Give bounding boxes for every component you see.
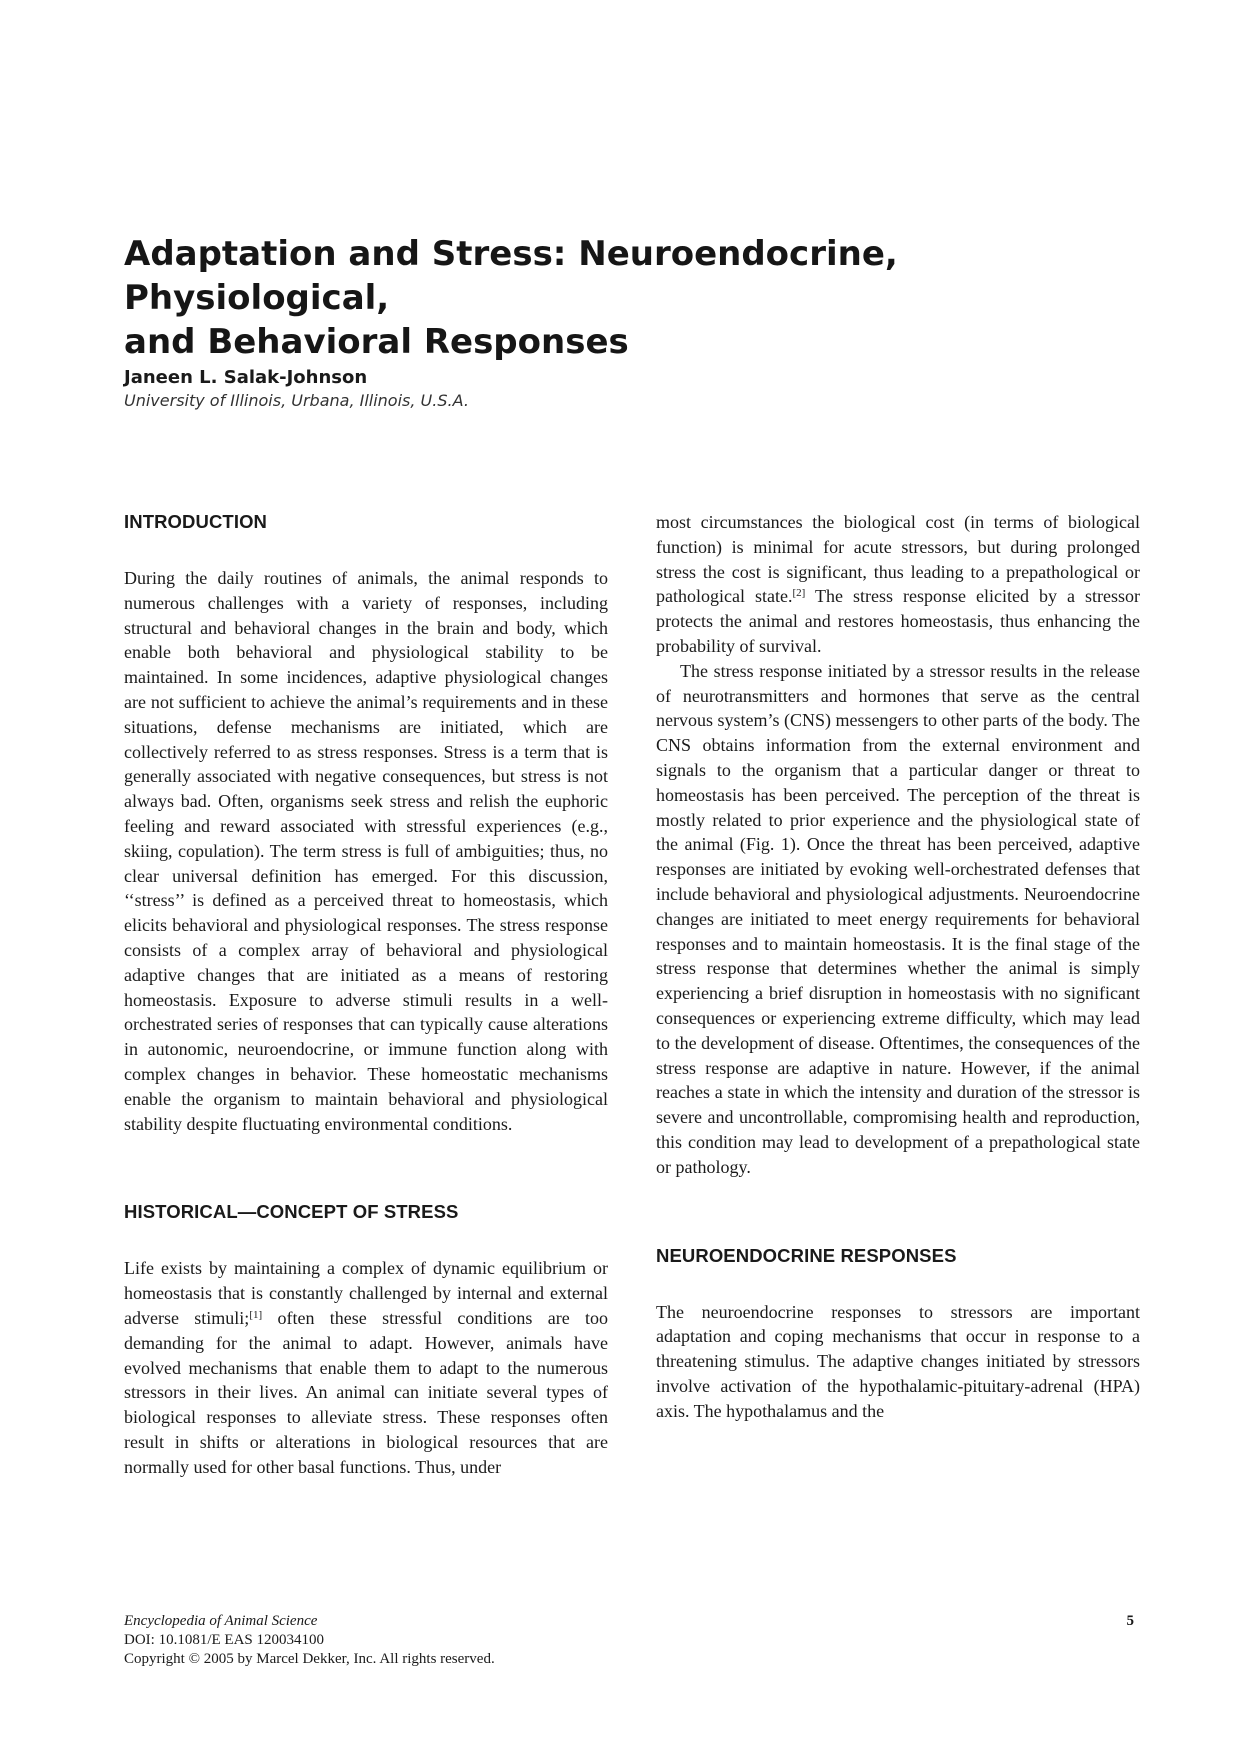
section-heading-historical: HISTORICAL—CONCEPT OF STRESS [124, 1201, 459, 1223]
historical-paragraph-1-start [124, 1256, 608, 1479]
section-heading-neuroendocrine: NEUROENDOCRINE RESPONSES [656, 1244, 957, 1266]
introduction-paragraph: During the daily routines of animals, the animal responds to numerous challenges with a variety of responses, including structural and behavioral changes in the brain and body, which enable both behavioral and physiological stability to be maintained. In some incidences, adaptive physiological changes are not sufficient to achieve the animal’s requirements and in these situations, defense mechanisms are initiated, which are collectively referred to as stress responses. Stress is a term that is generally associated with negative consequences, but stress is not always bad. Often, organisms seek stress and relish the euphoric feeling and reward associated with stressful experiences (e.g., skiing, copulation). The term stress is full of ambiguities; thus, no clear universal definition has emerged. For this discussion, ‘‘stress’’ is defined as a perceived threat to homeostasis, which elicits behavioral and physiological responses. The stress response consists of a complex array of behavioral and physiological adaptive changes that are initiated as a means of restoring homeostasis. Exposure to adverse stimuli results in a well-orchestrated series of responses that can typically cause alterations in autonomic, neuroendocrine, or immune function along with complex changes in behavior. These homeostatic mechanisms enable the organism to maintain behavioral and physiological stability despite fluctuating environmental conditions. [124, 568, 608, 1134]
title-line-1: Adaptation and Stress: Neuroendocrine, Physiological, [124, 234, 898, 318]
copyright: Copyright © 2005 by Marcel Dekker, Inc. All rights reserved. [124, 1651, 495, 1667]
reference-1: [1] [249, 1308, 263, 1321]
reference-2: [2] [792, 587, 806, 600]
left-column [124, 510, 608, 1480]
historical-paragraph-1-cont [656, 510, 1140, 659]
author-affiliation: University of Illinois, Urbana, Illinois, U.S.A. [124, 391, 469, 410]
title-line-2: and Behavioral Responses [124, 322, 629, 362]
right-column [656, 510, 1140, 1424]
page-number: 5 [1126, 1613, 1134, 1629]
historical-text-a: Life exists by maintaining a complex of dynamic equilibrium or homeostasis that is constantly challenged by internal and external adverse stimuli; [124, 1258, 608, 1328]
section-heading-introduction: INTRODUCTION [124, 511, 268, 532]
historical-paragraph-2: The stress response initiated by a stressor results in the release of neurotransmitters and hormones that serve as the central nervous system’s (CNS) messengers to other parts of the body. The CNS obtains information from the external environment and signals to the organism that a particular danger or threat to homeostasis has been perceived. The perception of the threat is mostly related to prior experience and the physiological state of the animal (Fig. 1). Once the threat has been perceived, adaptive responses are initiated by evoking well-orchestrated defenses that include behavioral and physiological adjustments. Neuroendocrine changes are initiated to meet energy requirements for behavioral responses and to maintain homeostasis. It is the final stage of the stress response that determines whether the animal is simply experiencing a brief disruption in homeostasis with no significant consequences or experiencing extreme difficulty, which may lead to the development of disease. Oftentimes, the consequences of the stress response are adaptive in nature. However, if the animal reaches a state in which the intensity and duration of the stressor is severe and uncontrollable, compromising health and reproduction, this condition may lead to development of a prepathological state or pathology. [656, 660, 1140, 1177]
page-footer [124, 1612, 1134, 1669]
journal-name: Encyclopedia of Animal Science [124, 1613, 318, 1629]
historical-text-c: The stress response elicited by a stressor protects the animal and restores homeostasis, thus enhancing the probability of survival. [656, 586, 1140, 656]
author-name: Janeen L. Salak-Johnson [124, 367, 368, 388]
historical-text-b-start: often these stressful conditions are too demanding for the animal to adapt. However, animals have evolved mechanisms that enable them to adapt to the numerous stressors in their lives. An animal can initiate several types of biological responses to alleviate stress. These responses often result in shifts or alterations in biological resources that are normally used for other basal functions. Thus, under [124, 1307, 609, 1477]
neuroendocrine-paragraph: The neuroendocrine responses to stressors are important adaptation and coping mechanisms that occur in response to a threatening stimulus. The adaptive changes initiated by stressors involve activation of the hypothalamic-pituitary-adrenal (HPA) axis. The hypothalamus and the [656, 1301, 1140, 1421]
doi: DOI: 10.1081/E EAS 120034100 [124, 1632, 324, 1648]
historical-text-b-cont: most circumstances the biological cost (in terms of biological function) is minimal for acute stressors, but during prolonged stress the cost is significant, thus leading to a prepathological or pathological state. [656, 512, 1140, 607]
article-title [124, 232, 1124, 364]
